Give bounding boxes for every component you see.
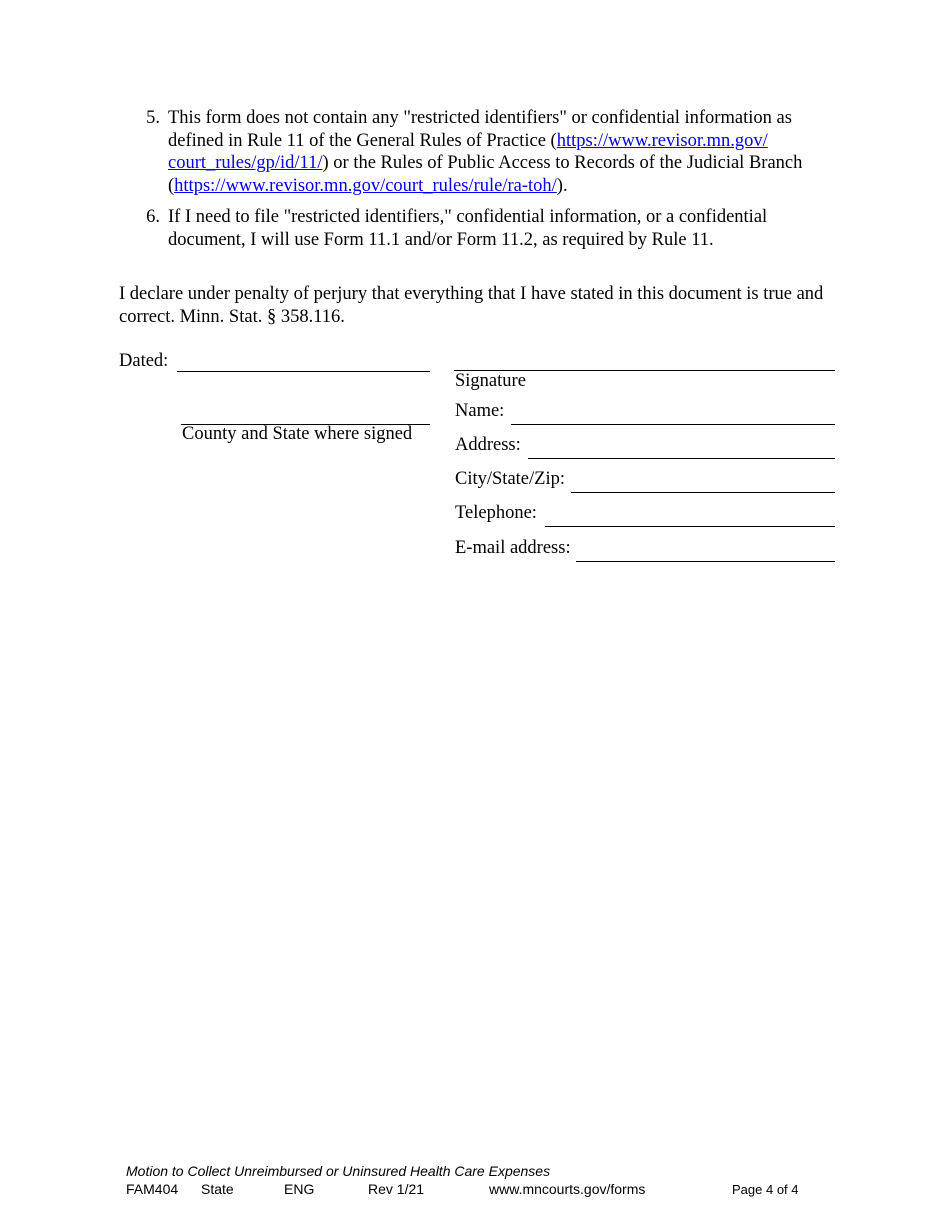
telephone-line[interactable] <box>545 526 835 527</box>
revisor-gp-rule-11-link-continued[interactable]: court_rules/gp/id/11/ <box>168 153 323 173</box>
dated-label: Dated: <box>119 351 169 371</box>
footer-page-number: Page 4 of 4 <box>732 1182 799 1197</box>
perjury-declaration <box>119 283 823 328</box>
address-label: Address: <box>455 435 521 455</box>
telephone-label: Telephone: <box>455 503 537 523</box>
revisor-public-access-rules-link[interactable]: https://www.revisor.mn.gov/court_rules/rule/ra-toh/ <box>174 175 557 196</box>
revisor-gp-rule-11-link[interactable]: https://www.revisor.mn.gov/ <box>556 130 768 151</box>
item-6-text <box>168 206 767 251</box>
city-state-zip-label: City/State/Zip: <box>455 469 565 489</box>
item-5-line-1: This form does not contain any "restricted identifiers" or confidential information as <box>168 108 792 128</box>
item-6-line-2: document, I will use Form 11.1 and/or Form 11.2, as required by Rule 11. <box>168 229 714 250</box>
footer-language: ENG <box>284 1181 315 1197</box>
item-5-number: 5. <box>146 108 160 128</box>
item-5-line-4-close: ). <box>556 175 568 196</box>
declaration-line-2: correct. Minn. Stat. § 358.116. <box>119 306 345 327</box>
item-5-line-2-text: defined in Rule 11 of the General Rules of Practice ( <box>168 130 557 151</box>
item-5-line-4 <box>168 175 802 198</box>
email-line[interactable] <box>576 561 835 562</box>
name-line[interactable] <box>511 424 835 425</box>
city-state-zip-line[interactable] <box>571 492 835 493</box>
item-6-number: 6. <box>146 207 160 227</box>
footer-jurisdiction: State <box>201 1181 234 1197</box>
item-6-line-1: If I need to file "restricted identifiers," confidential information, or a confidential <box>168 207 768 227</box>
item-5-line-2 <box>168 130 802 153</box>
name-label: Name: <box>455 401 505 421</box>
footer-form-code: FAM404 <box>126 1181 179 1197</box>
footer-form-title: Motion to Collect Unreimbursed or Uninsured Health Care Expenses <box>126 1163 551 1179</box>
address-line[interactable] <box>528 458 835 459</box>
item-5-line-3 <box>168 152 802 175</box>
item-5-line-4-open-paren: ( <box>168 175 175 196</box>
signature-label: Signature <box>455 371 526 391</box>
item-5-text <box>168 107 802 197</box>
county-state-label: County and State where signed <box>182 424 413 444</box>
footer-revision: Rev 1/21 <box>368 1181 425 1197</box>
declaration-line-1: I declare under penalty of perjury that everything that I have stated in this document is true and <box>119 284 824 304</box>
dated-line[interactable] <box>177 371 430 372</box>
footer-website: www.mncourts.gov/forms <box>489 1181 646 1197</box>
item-5-line-3-text: ) or the Rules of Public Access to Records of the Judicial Branch <box>322 153 803 173</box>
email-label: E-mail address: <box>455 538 571 558</box>
